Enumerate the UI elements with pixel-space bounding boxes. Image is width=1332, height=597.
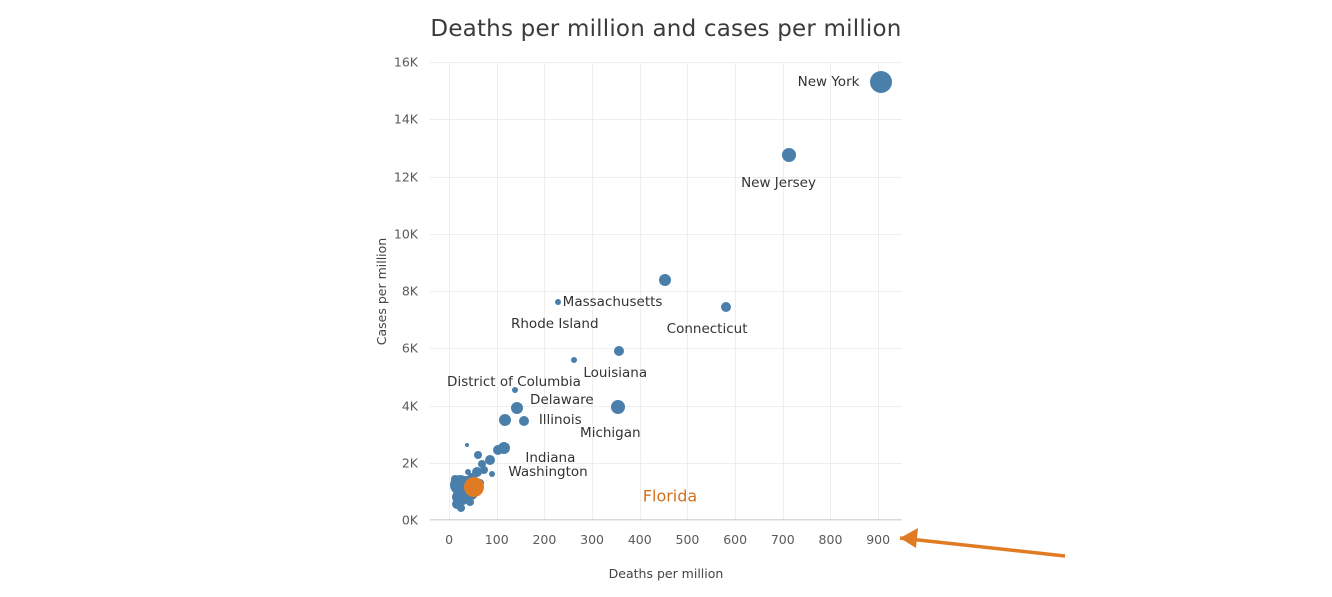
- chart-title: Deaths per million and cases per million: [430, 16, 902, 42]
- data-point[interactable]: [457, 504, 465, 512]
- y-tick-label: 14K: [393, 111, 418, 127]
- data-point[interactable]: [465, 469, 471, 475]
- y-axis-title-text: Cases per million: [374, 237, 390, 345]
- gridline-vertical: [783, 62, 784, 520]
- gridline-vertical: [830, 62, 831, 520]
- data-point[interactable]: [519, 416, 529, 426]
- x-tick-label: 0: [445, 532, 454, 547]
- data-point[interactable]: [511, 402, 523, 414]
- data-point[interactable]: [465, 443, 469, 447]
- data-point[interactable]: [571, 357, 577, 363]
- point-label: Michigan: [580, 424, 641, 441]
- x-tick-label: 600: [723, 532, 748, 547]
- point-label: Massachusetts: [562, 293, 663, 310]
- data-point[interactable]: [489, 471, 495, 477]
- plot-area: [430, 62, 902, 520]
- data-point[interactable]: [614, 346, 624, 356]
- point-label: Connecticut: [666, 320, 748, 337]
- gridline-vertical: [640, 62, 641, 520]
- data-point[interactable]: [555, 299, 561, 305]
- x-tick-label: 800: [818, 532, 843, 547]
- x-tick-label: 200: [532, 532, 557, 547]
- x-tick-label: 700: [770, 532, 795, 547]
- point-label: Louisiana: [583, 365, 648, 382]
- y-tick-label: 10K: [393, 226, 418, 242]
- data-point[interactable]: [870, 71, 892, 93]
- y-tick-label: 8K: [401, 283, 418, 299]
- gridline-vertical: [687, 62, 688, 520]
- point-label: New York: [797, 74, 860, 91]
- data-point[interactable]: [499, 414, 511, 426]
- data-point[interactable]: [474, 451, 482, 459]
- point-label: Indiana: [525, 449, 576, 466]
- point-label: Rhode Island: [511, 316, 599, 333]
- x-tick-label: 300: [580, 532, 605, 547]
- x-axis-line: [430, 519, 902, 520]
- data-point[interactable]: [451, 475, 459, 483]
- data-point[interactable]: [782, 148, 796, 162]
- data-point[interactable]: [485, 455, 495, 465]
- y-tick-label: 4K: [401, 398, 418, 413]
- x-tick-label: 100: [484, 532, 509, 547]
- point-label: New Jersey: [741, 175, 816, 192]
- data-point[interactable]: [611, 400, 625, 414]
- data-point[interactable]: [659, 274, 671, 286]
- point-label: Illinois: [538, 412, 582, 429]
- data-point[interactable]: [493, 445, 503, 455]
- point-label: Washington: [508, 464, 588, 481]
- data-point[interactable]: [464, 477, 484, 497]
- y-tick-label: 0K: [401, 512, 418, 528]
- data-point[interactable]: [466, 498, 474, 506]
- gridline-vertical: [878, 62, 879, 520]
- florida-annotation-arrow: [860, 124, 1332, 582]
- x-axis-title: Deaths per million: [608, 566, 724, 581]
- x-tick-label: 400: [627, 532, 652, 547]
- annotation-label-florida: Florida: [642, 486, 698, 506]
- y-tick-label: 6K: [401, 340, 418, 356]
- data-point[interactable]: [721, 302, 731, 312]
- gridline-horizontal: [430, 520, 902, 521]
- y-tick-label: 12K: [393, 169, 418, 184]
- y-tick-label: 2K: [401, 455, 418, 471]
- y-tick-label: 16K: [393, 54, 418, 70]
- gridline-vertical: [449, 62, 450, 520]
- x-tick-label: 900: [866, 532, 891, 547]
- point-label: Delaware: [530, 391, 594, 408]
- gridline-vertical: [592, 62, 593, 520]
- x-tick-label: 500: [675, 532, 700, 547]
- point-label: District of Columbia: [447, 373, 581, 390]
- gridline-vertical: [735, 62, 736, 520]
